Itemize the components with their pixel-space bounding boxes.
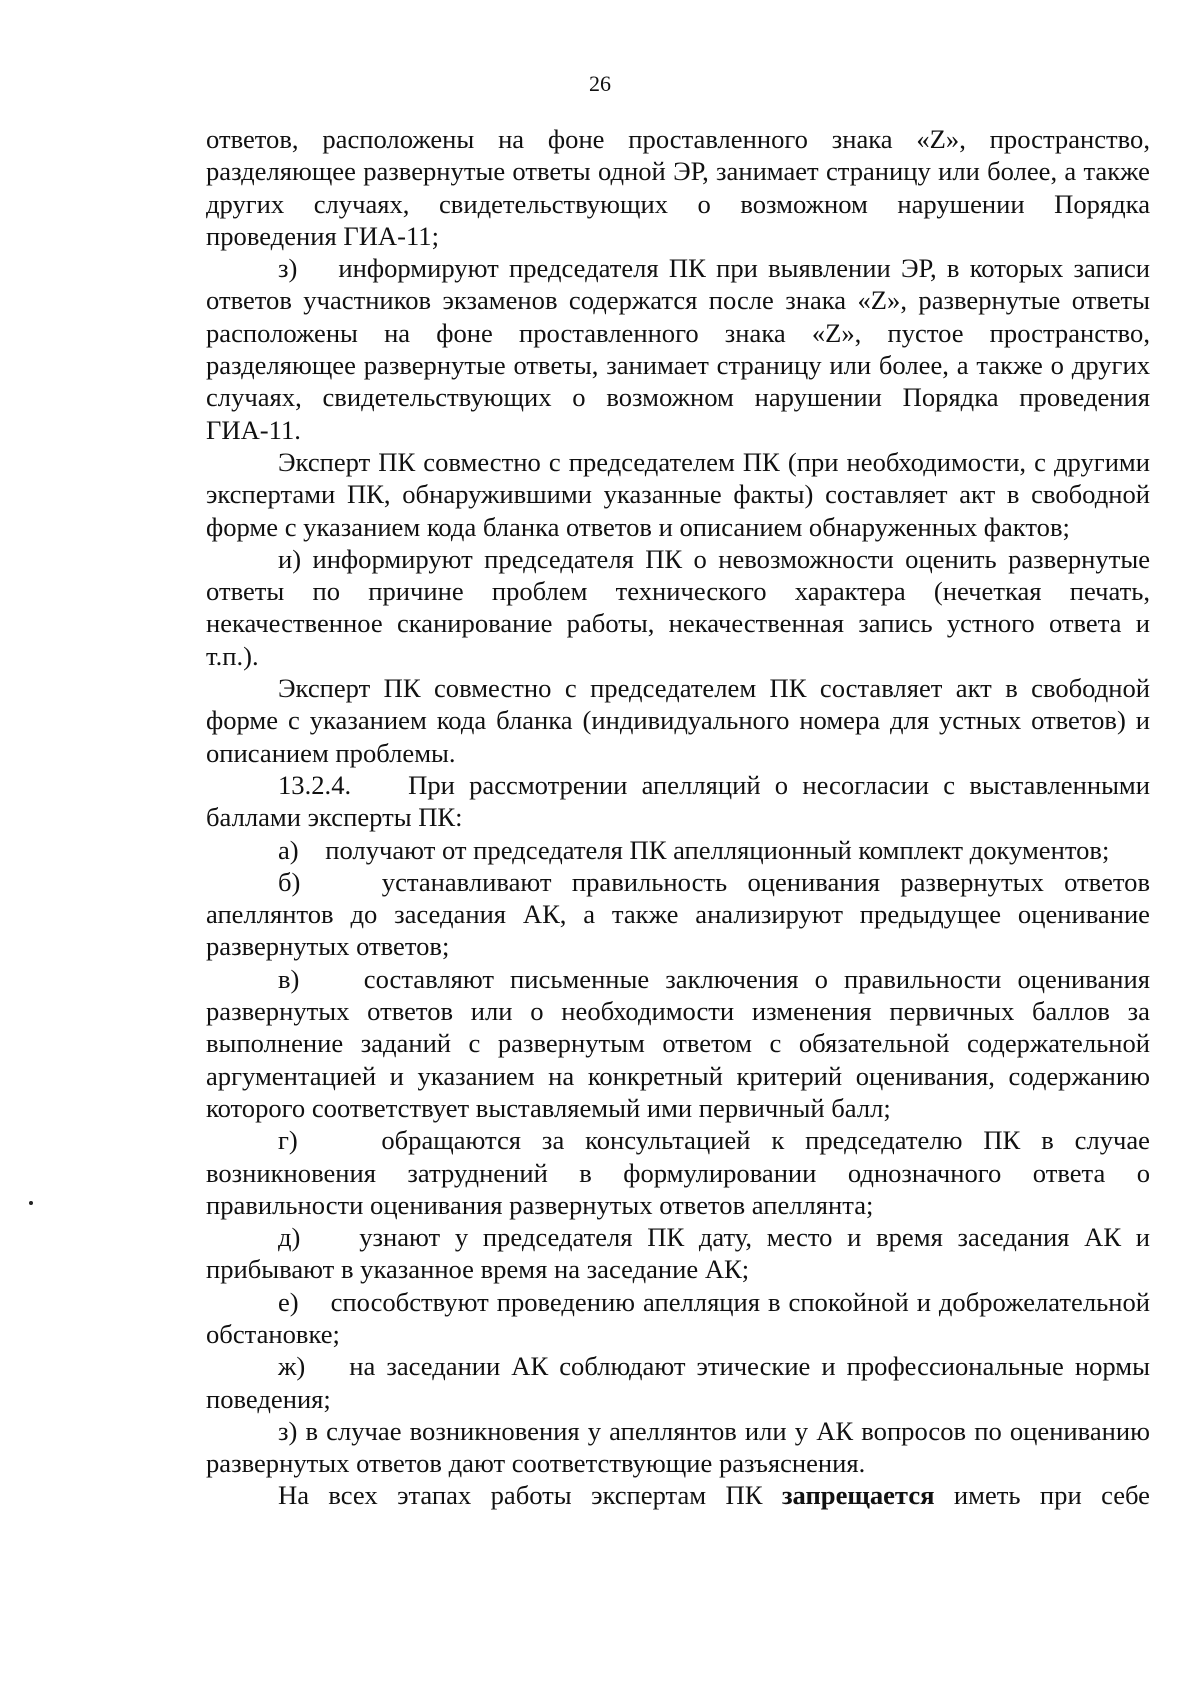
list-item-i: и) информируют председателя ПК о невозможности оценить развернутые ответы по причине проблем технического характера (нечеткая печать, некачественное сканирование работы, некачественная запись устного ответа и т.п.). [206,543,1150,671]
paragraph-expert-act-problem: Эксперт ПК совместно с председателем ПК составляет акт в свободной форме с указанием кода бланка (индивидуального номера для устных ответов) и описанием проблемы. [206,673,1150,768]
paragraph-prohibition [206,1479,1150,1511]
list-item-v: в) составляют письменные заключения о правильности оценивания развернутых ответов или о необходимости изменения первичных баллов за выполнение заданий с развернутым ответом с обязательной содержательной аргументацией и указанием на конкретный критерий оценивания, содержанию которого соответствует выставляемый ими первичный балл; [206,963,1150,1123]
page-number: 26 [589,71,611,96]
list-item-a: а) получают от председателя ПК апелляционный комплект документов; [278,834,1110,865]
list-item-z: з) информируют председателя ПК при выявлении ЭР, в которых записи ответов участников экзаменов содержатся после знака «Z», развернутые ответы расположены на фоне проставленного знака «Z», пустое пространство, разделяющее развернутые ответы, занимает страницу или более, а также о других случаях, свидетельствующих о возможном нарушении Порядка проведения ГИА-11. [206,253,1150,445]
section-heading-13-2-4: 13.2.4. При рассмотрении апелляций о несогласии с выставленными баллами эксперты ПК: [206,769,1150,833]
list-item-b: б) устанавливают правильность оценивания развернутых ответов апеллянтов до заседания АК, а также анализируют предыдущее оценивание развернутых ответов; [206,866,1150,962]
list-item-z2: з) в случае возникновения у апеллянтов или у АК вопросов по оцениванию развернутых ответов дают соответствующие разъяснения. [206,1415,1150,1479]
list-item-d: д) узнают у председателя ПК дату, место и время заседания АК и прибывают в указанное время на заседание АК; [206,1222,1150,1285]
list-item-zh: ж) на заседании АК соблюдают этические и профессиональные нормы поведения; [206,1351,1150,1414]
paragraph-continuation: ответов, расположены на фоне проставленного знака «Z», пространство, разделяющее развернутые ответы одной ЭР, занимает страницу или более, а также других случаях, свидетельствующих о возможном нарушении Порядка проведения ГИА-11; [206,124,1150,251]
list-item-g: г) обращаются за консультацией к председателю ПК в случае возникновения затруднений в формулировании однозначного ответа о правильности оценивания развернутых ответов апеллянта; [206,1125,1150,1220]
list-item-e: е) способствуют проведению апелляция в спокойной и доброжелательной обстановке; [206,1286,1150,1349]
paragraph-expert-act: Эксперт ПК совместно с председателем ПК (при необходимости, с другими экспертами ПК, обнаружившими указанные факты) составляет акт в свободной форме с указанием кода бланка ответов и описанием обнаруженных фактов; [206,446,1150,542]
prohibition-bold-word: запрещается [781,1480,935,1511]
scan-artifact-dot [29,1201,33,1205]
prohibition-text-after: иметь при себе [934,1480,1150,1511]
document-body [206,123,1150,1512]
prohibition-text-before: На всех этапах работы экспертам ПК [278,1480,782,1511]
